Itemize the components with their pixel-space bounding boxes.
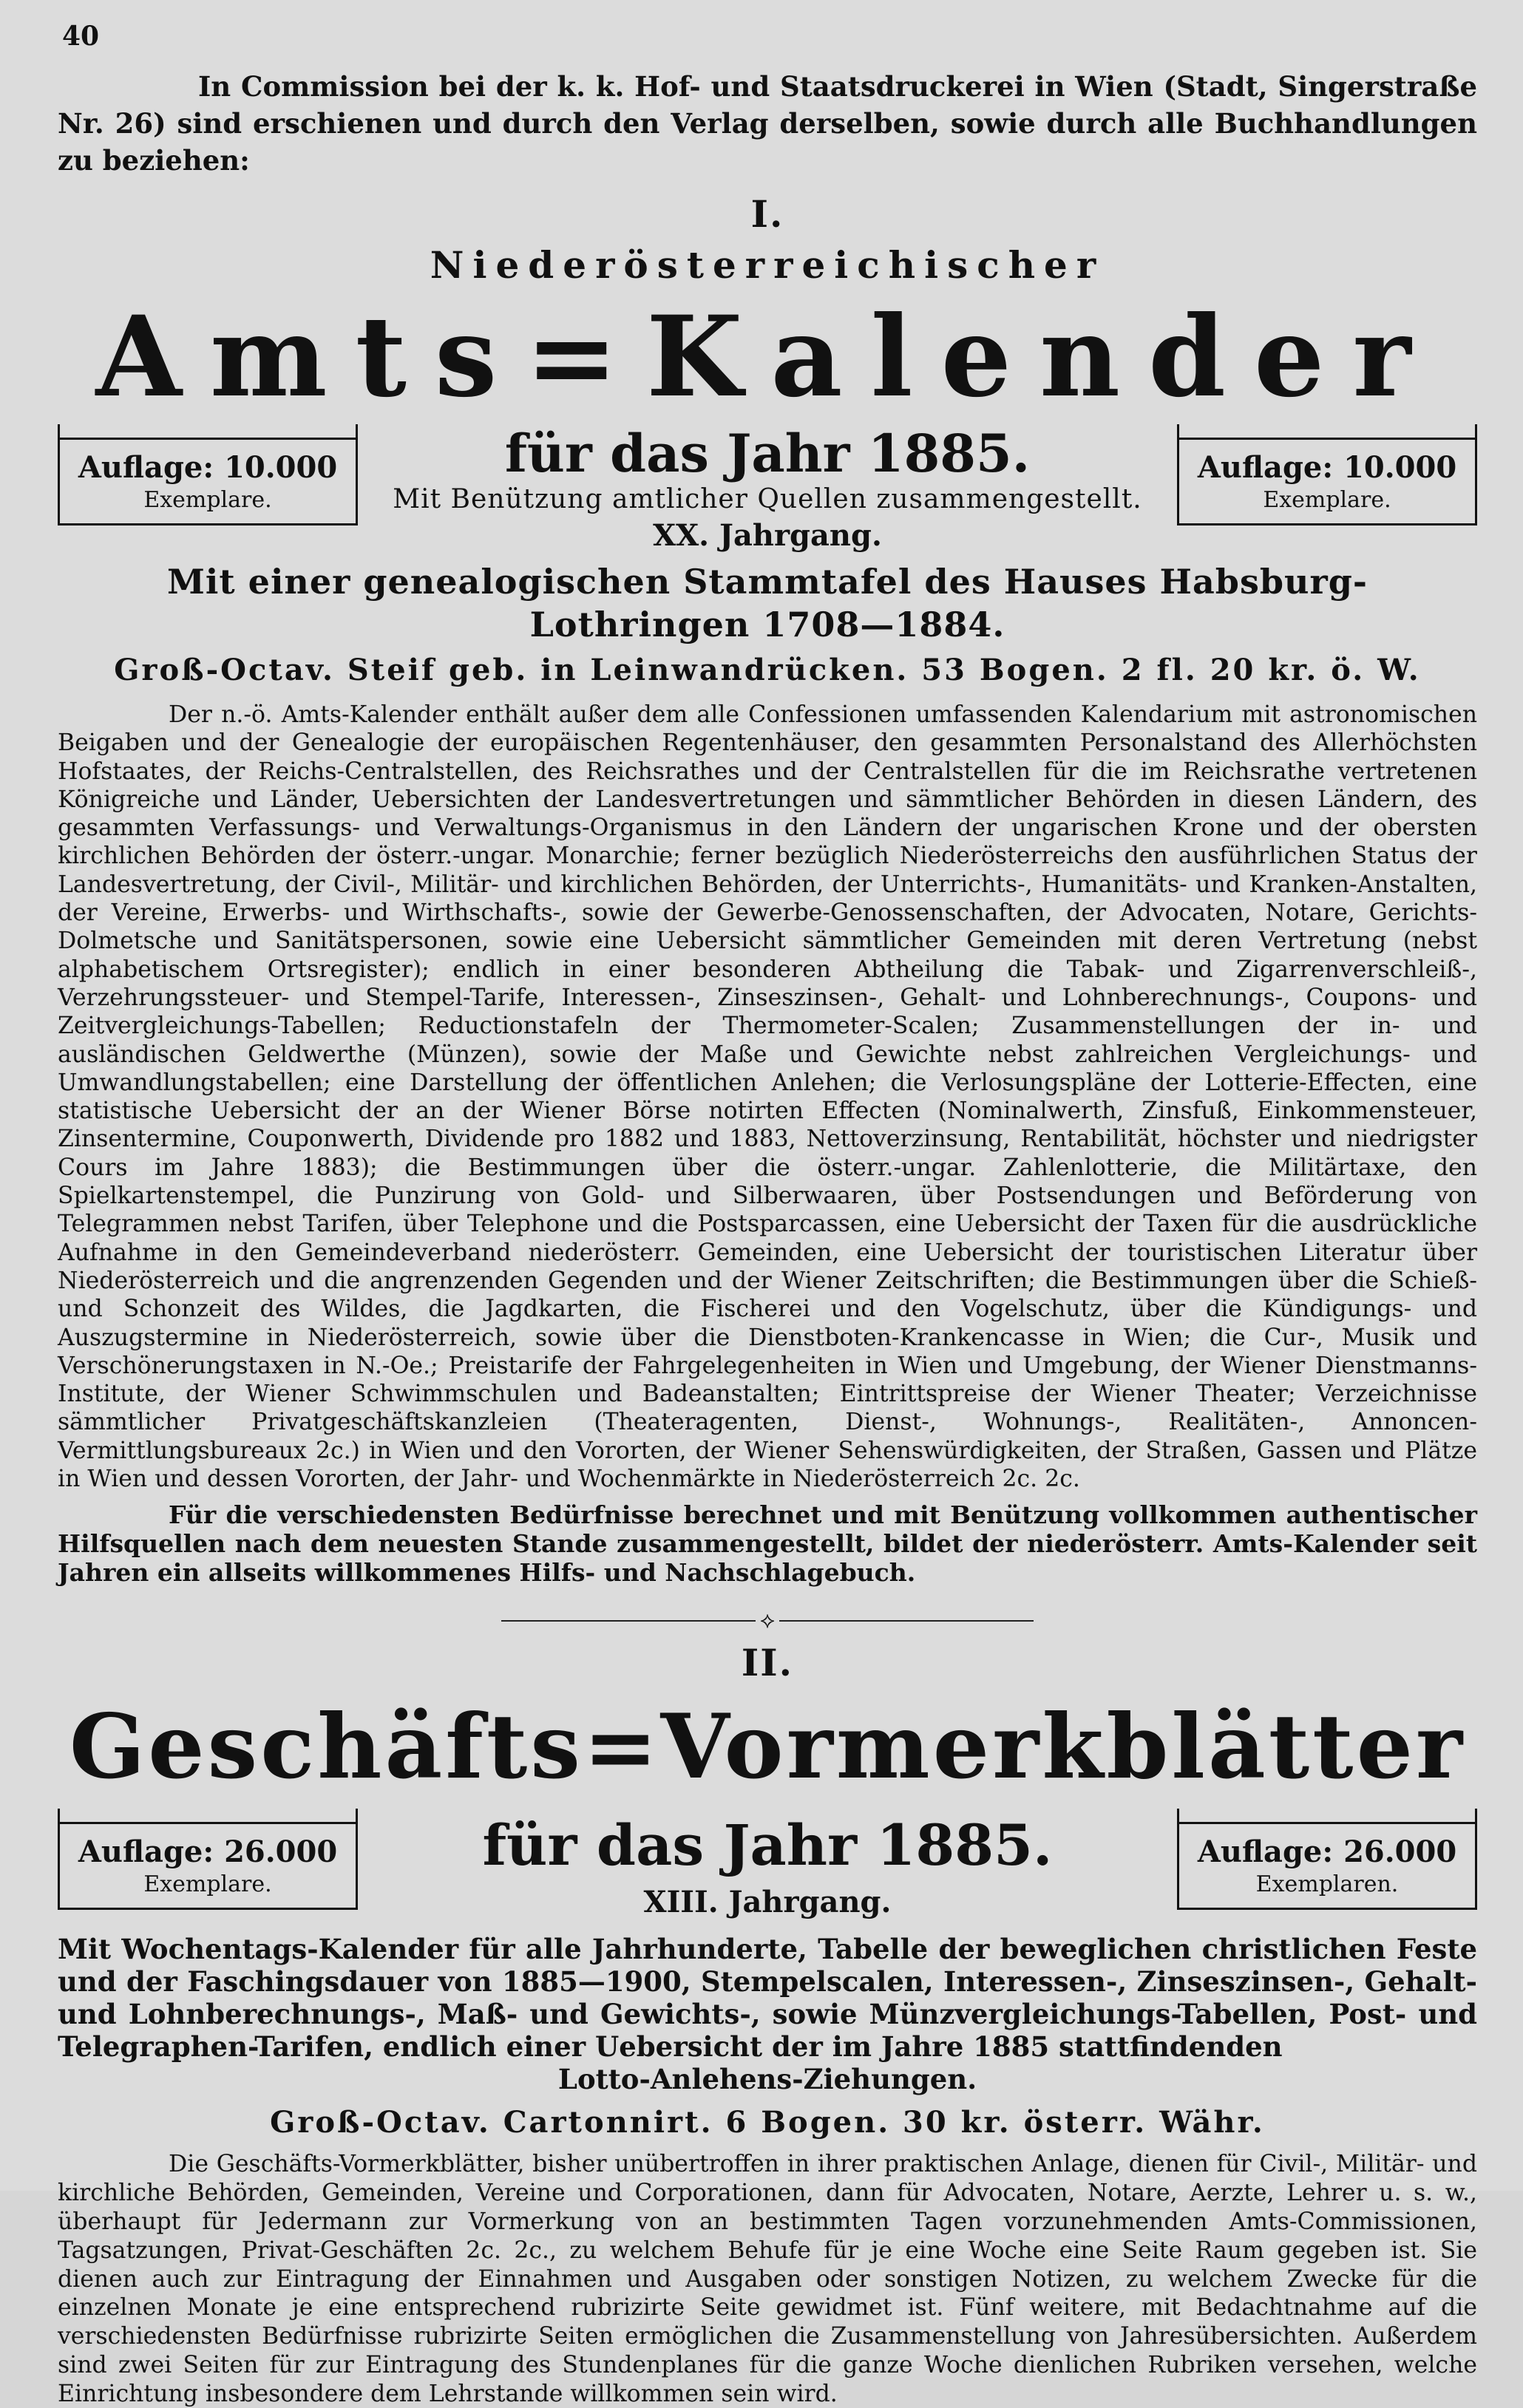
- genealogy-line: Mit einer genealogischen Stammtafel des Hauses Habsburg-Lothringen 1708—1884.: [167, 562, 1368, 644]
- features-paragraph: [58, 1933, 1477, 2095]
- auflage-unit: Exemplare.: [143, 487, 272, 513]
- title-center: [358, 1809, 1177, 1922]
- divider-ornament-icon: ⟡: [760, 1608, 775, 1634]
- divider-line-right: [779, 1620, 1034, 1622]
- title-row: [58, 424, 1477, 556]
- auflage-count: Auflage: 26.000: [78, 1834, 338, 1870]
- auflage-box-left: [58, 1809, 358, 1910]
- features-text: Mit Wochentags-Kalender für alle Jahrhunderte, Tabelle der beweglichen christlichen Feste und der Faschingsdauer von 1885—1900, Stempelscalen, Interessen-, Zinseszinsen-, Gehalt- und Lohnberechnungs-, Maß- und Gewichts-, sowie Münzvergleichungs-Tabellen, Post- und Telegraphen-Tarifen, endlich einer Uebersicht der im Jahre 1885 stattfindenden: [58, 1933, 1477, 2064]
- features-last-line: Lotto-Anlehens-Ziehungen.: [557, 2063, 977, 2096]
- body-paragraph: Der n.-ö. Amts-Kalender enthält außer dem alle Confessionen umfassenden Kalendarium mit astronomischen Beigaben und der Genealogie der europäischen Regentenhäuser, den gesammten Personalstand des Allerhöchsten Hofstaates, der Reichs-Centralstellen, des Reichsrathes und der Centralstellen für die im Reichsrathe vertretenen Königreiche und Länder, Uebersichten der Landesvertretungen und sämmtlicher Behörden in diesen Ländern, des gesammten Verfassungs- und Verwaltungs-Organismus in den Ländern der ungarischen Krone und der obersten kirchlichen Behörden der österr.-ungar. Monarchie; ferner bezüglich Niederösterreichs den ausführlichen Status der Landesvertretung, der Civil-, Militär- und kirchlichen Behörden, der Unterrichts-, Humanitäts- und Kranken-Anstalten, der Vereine, Erwerbs- und Wirthschafts-, sowie der Gewerbe-Genossenschaften, der Advocaten, Notare, Gerichts-Dolmetsche und Sanitätspersonen, sowie eine Uebersicht sämmtlicher Gemeinden mit deren Vertretung (nebst alphabetischem Ortsregister); endlich in einer besonderen Abtheilung die Tabak- und Zigarrenverschleiß-, Verzehrungssteuer- und Stempel-Tarife, Interessen-, Zinseszinsen-, Gehalt- und Lohnberechnungs-, Coupons- und Zeitvergleichungs-Tabellen; Reductionstafeln der Thermometer-Scalen; Zusammenstellungen der in- und ausländischen Geldwerthe (Münzen), sowie der Maße und Gewichte nebst zahlreichen Vergleichungs- und Umwandlungstabellen; eine Darstellung der öffentlichen Anlehen; die Verlosungspläne der Lotterie-Effecten, eine statistische Uebersicht der an der Wiener Börse notirten Effecten (Nominalwerth, Zinsfuß, Einkommensteuer, Zinsentermine, Couponwerth, Dividende pro 1882 und 1883, Nettoverzinsung, Rentabilität, höchster und niedrigster Cours im Jahre 1883); die Bestimmungen über die österr.-ungar. Zahlenlotterie, die Militärtaxe, den Spielkartenstempel, die Punzirung von Gold- und Silberwaaren, über Postsendungen und Beförderung von Telegrammen nebst Tarifen, über Telephone und die Postsparcassen, eine Uebersicht der Taxen für die ausdrückliche Aufnahme in den Gemeindeverband niederösterr. Gemeinden, eine Uebersicht der touristischen Literatur über Niederösterreich und die angrenzenden Gegenden und der Wiener Zeitschriften; die Bestimmungen über die Schieß- und Schonzeit des Wildes, die Jagdkarten, die Fischerei und den Vogelschutz, über die Kündigungs- und Auszugstermine in Niederösterreich, sowie über die Dienstboten-Krankencasse in Wien; die Cur-, Musik und Verschönerungstaxen in N.-Oe.; Preistarife der Fahrgelegenheiten in Wien und Umgebung, der Wiener Dienstmanns-Institute, der Wiener Schwimmschulen und Badeanstalten; Eintrittspreise der Wiener Theater; Verzeichnisse sämmtlicher Privatgeschäftskanzleien (Theateragenten, Dienst-, Wohnungs-, Realitäten-, Annoncen-Vermittlungsbureaux 2c.) in Wien und den Vororten, der Wiener Sehenswürdigkeiten, der Straßen, Gassen und Plätze in Wien und dessen Vororten, der Jahr- und Wochenmärkte in Niederösterreich 2c. 2c.: [58, 701, 1477, 1493]
- auflage-unit: Exemplare.: [143, 1871, 272, 1898]
- title-row: [58, 1809, 1477, 1922]
- section-vormerkblaetter: [58, 1641, 1477, 2408]
- year-line: für das Jahr 1885.: [482, 1812, 1053, 1879]
- section-number: II.: [741, 1641, 794, 1685]
- auflage-count: Auflage: 10.000: [78, 450, 338, 485]
- auflage-box-left: [58, 424, 358, 526]
- intro-paragraph: In Commission bei der k. k. Hof- und Staatsdruckerei in Wien (Stadt, Singerstraße Nr. 26) sind erschienen und durch den Verlag derselben, sowie durch alle Buchhandlungen zu beziehen:: [58, 70, 1477, 177]
- year-line: für das Jahr 1885.: [504, 423, 1031, 484]
- title-center: [358, 424, 1177, 556]
- section-title: Geschäfts=Vormerkblätter: [69, 1695, 1466, 1800]
- divider-line-left: [501, 1620, 756, 1622]
- jahrgang-line: XIII. Jahrgang.: [643, 1885, 892, 1920]
- section-title: Amts=Kalender: [95, 292, 1439, 422]
- auflage-unit: Exemplare.: [1263, 487, 1391, 513]
- auflage-count: Auflage: 10.000: [1197, 450, 1457, 485]
- section-number: I.: [750, 192, 784, 236]
- section-subtitle: Niederösterreichischer: [430, 243, 1105, 287]
- section-divider: [58, 1608, 1477, 1633]
- auflage-unit: Exemplaren.: [1255, 1871, 1399, 1898]
- auflage-box-right: [1177, 1809, 1477, 1910]
- closing-paragraph: Für die verschiedensten Bedürfnisse berechnet und mit Benützung vollkommen authentischer Hilfsquellen nach dem neuesten Stande zusammengestellt, bildet der niederösterr. Amts-Kalender seit Jahren ein allseits willkommenes Hilfs- und Nachschlagebuch.: [58, 1500, 1477, 1588]
- body-paragraph: Die Geschäfts-Vormerkblätter, bisher unübertroffen in ihrer praktischen Anlage, dienen für Civil-, Militär- und kirchliche Behörden, Gemeinden, Vereine und Corporationen, dann für Advocaten, Notare, Aerzte, Lehrer u. s. w., überhaupt für Jedermann zur Vormerkung von an bestimmten Tagen vorzunehmenden Amts-Commissionen, Tagsatzungen, Privat-Geschäften 2c. 2c., zu welchem Behufe für je eine Woche eine Seite Raum gegeben ist. Sie dienen auch zur Eintragung der Einnahmen und Ausgaben oder sonstigen Notizen, zu welchem Zwecke für die einzelnen Monate je eine entsprechend rubrizirte Seite gewidmet ist. Fünf weitere, mit Bedachtnahme auf die verschiedensten Bedürfnisse rubrizirte Seiten ermöglichen die Zusammenstellung von Jahresübersichten. Außerdem sind zwei Seiten für zur Eintragung des Stundenplanes für die ganze Woche dienlichen Rubriken versehen, welche Einrichtung insbesondere dem Lehrstande willkommen sein wird.: [58, 2151, 1477, 2407]
- format-price-line: Groß-Octav. Cartonnirt. 6 Bogen. 30 kr. österr. Währ.: [270, 2105, 1265, 2140]
- auflage-box-right: [1177, 424, 1477, 526]
- page-number: 40: [62, 21, 100, 52]
- auflage-count: Auflage: 26.000: [1197, 1834, 1457, 1870]
- sources-line: Mit Benützung amtlicher Quellen zusammengestellt.: [393, 484, 1142, 514]
- format-price-line: Groß-Octav. Steif geb. in Leinwandrücken. 53 Bogen. 2 fl. 20 kr. ö. W.: [114, 653, 1421, 687]
- section-amts-kalender: [58, 192, 1477, 1587]
- jahrgang-line: XX. Jahrgang.: [653, 518, 882, 553]
